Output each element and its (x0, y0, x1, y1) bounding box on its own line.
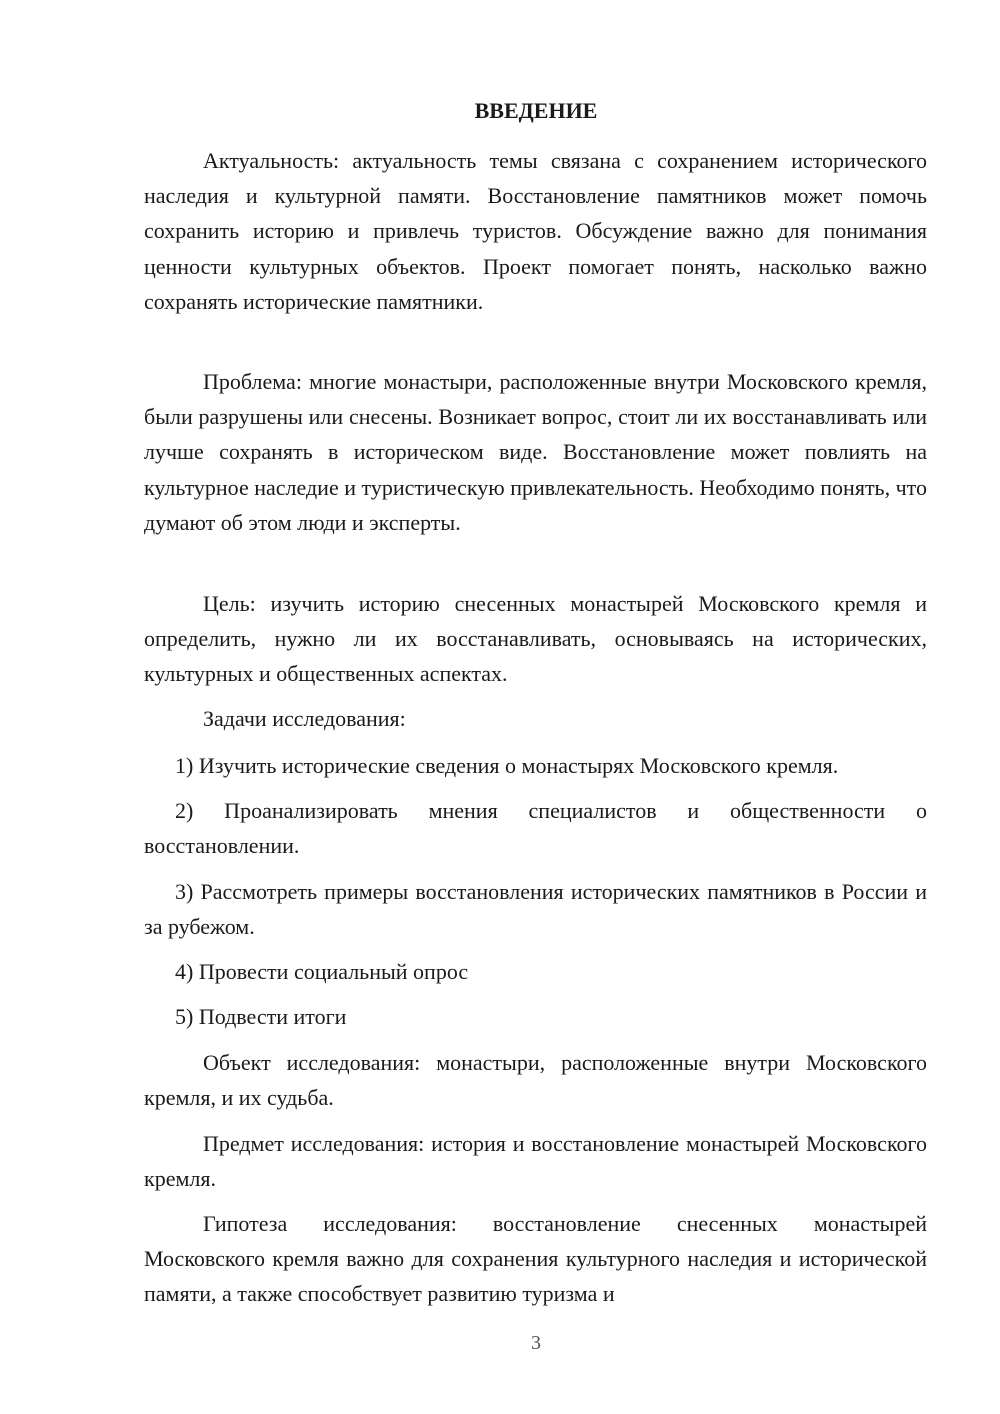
paragraph-hypothesis: Гипотеза исследования: восстановление снесенных монастырей Московского кремля важно для сохранения культурного наследия и исторической памяти, а также способствует развитию туризма и (144, 1211, 927, 1307)
list-item-task-2: 2) Проанализировать мнения специалистов и общественности о восстановлении. (144, 798, 927, 859)
page-number: 3 (531, 1332, 541, 1354)
list-item-task-4: 4) Провести социальный опрос (175, 959, 469, 984)
paragraph-goal: Цель: изучить историю снесенных монастырей Московского кремля и определить, нужно ли их восстанавливать, основываясь на исторических, культурных и общественных аспектах. (144, 591, 927, 687)
list-item-task-5: 5) Подвести итоги (175, 1004, 347, 1029)
list-item-task-3: 3) Рассмотреть примеры восстановления исторических памятников в России и за рубежом. (144, 879, 927, 940)
paragraph-subject: Предмет исследования: история и восстановление монастырей Московского кремля. (144, 1131, 927, 1192)
paragraph-relevance: Актуальность: актуальность темы связана с сохранением исторического наследия и культурной памяти. Восстановление памятников может помочь сохранить историю и привлечь туристов. Обсуждение важно для понимания ценности культурных объектов. Проект помогает понять, насколько важно сохранять исторические памятники. (144, 148, 927, 314)
paragraph-tasks-heading: Задачи исследования: (203, 706, 406, 731)
paragraph-object: Объект исследования: монастыри, расположенные внутри Московского кремля, и их судьба. (144, 1050, 927, 1111)
list-item-task-1: 1) Изучить исторические сведения о монастырях Московского кремля. (175, 753, 839, 778)
paragraph-problem: Проблема: многие монастыри, расположенные внутри Московского кремля, были разрушены или снесены. Возникает вопрос, стоит ли их восстанавливать или лучше сохранять в историческом виде. Восстановление может повлиять на культурное наследие и туристическую привлекательность. Необходимо понять, что думают об этом люди и эксперты. (144, 369, 927, 535)
page-title: ВВЕДЕНИЕ (474, 98, 598, 123)
